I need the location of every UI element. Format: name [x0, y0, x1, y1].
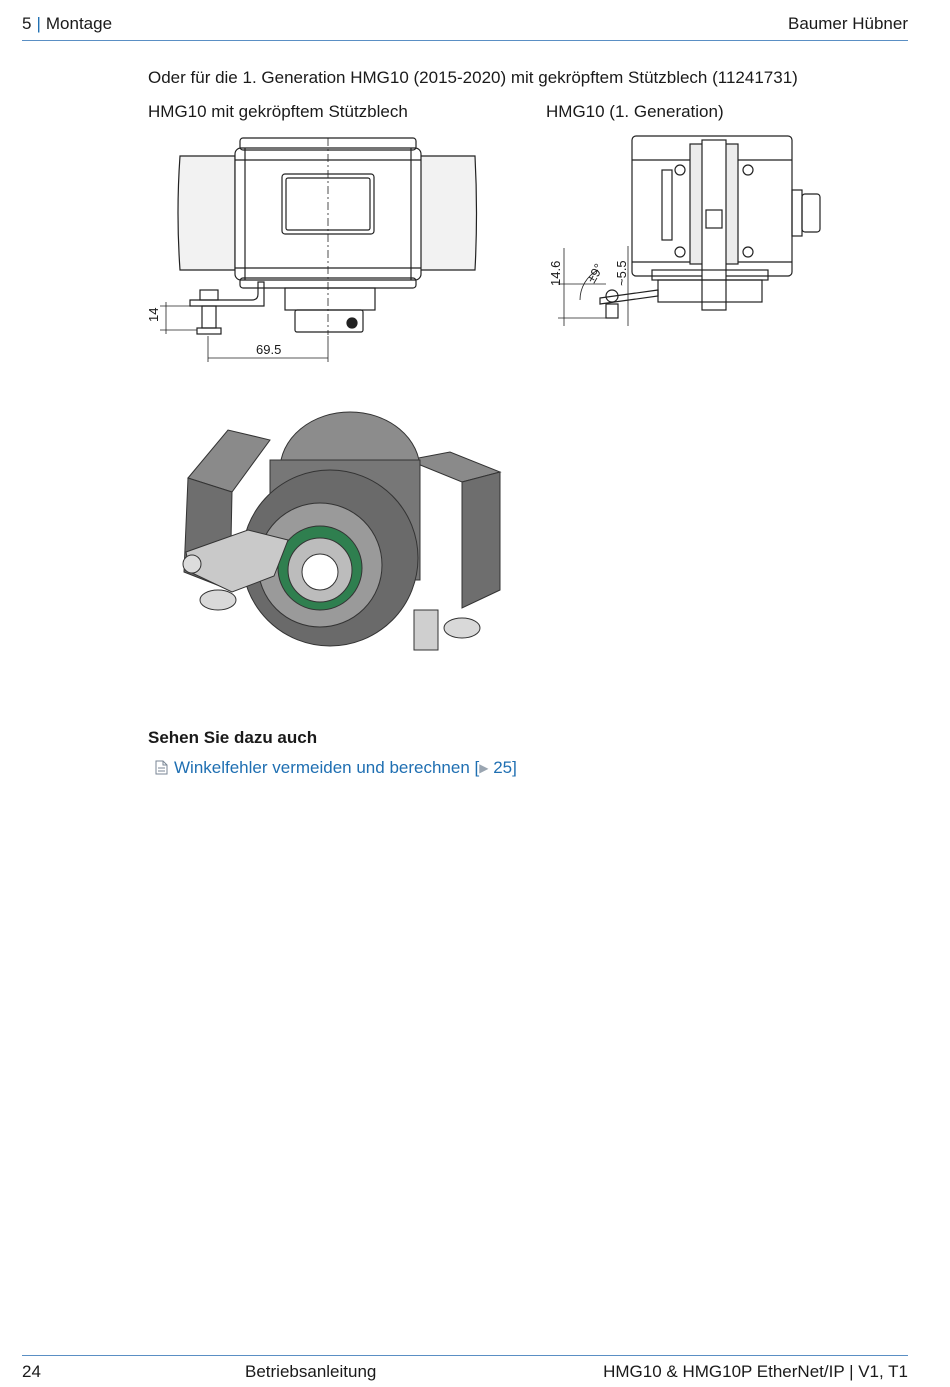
dim-angle-right: ±9°	[583, 261, 607, 286]
intro-text: Oder für die 1. Generation HMG10 (2015-2020) mit gekröpftem Stützblech (11241731)	[148, 68, 798, 87]
see-also-link-page[interactable]: 25]	[488, 758, 517, 777]
page-arrow-icon: ▶	[479, 761, 489, 775]
company-name: Baumer Hübner	[787, 14, 908, 33]
page-number: 24	[22, 1362, 41, 1381]
chapter-number: 5	[22, 14, 32, 33]
caption-left: HMG10 mit gekröpftem Stützblech	[148, 102, 408, 121]
chapter-label	[22, 14, 112, 34]
see-also-link-text[interactable]: Winkelfehler vermeiden und berechnen [	[174, 758, 480, 777]
dim-offset-right: ~5.5	[614, 260, 629, 286]
dim-height-right: 14.6	[548, 260, 563, 286]
drawing-right	[540, 130, 830, 350]
footer-rule	[22, 1355, 908, 1356]
page-header	[22, 12, 908, 40]
chapter-title: Montage	[45, 14, 113, 33]
dim-height-left: 14	[146, 307, 161, 322]
encoder-3d-illustration	[170, 400, 510, 660]
document-icon	[155, 760, 168, 775]
header-separator: |	[36, 14, 41, 33]
header-rule	[22, 40, 908, 41]
drawing-left	[140, 130, 480, 370]
document-type: Betriebsanleitung	[245, 1362, 377, 1381]
product-version: HMG10 & HMG10P EtherNet/IP | V1, T1	[603, 1362, 908, 1381]
see-also-title: Sehen Sie dazu auch	[148, 728, 318, 747]
page-footer	[22, 1362, 908, 1384]
caption-right: HMG10 (1. Generation)	[546, 102, 724, 121]
dim-width-left: 69.5	[256, 342, 282, 357]
see-also-link[interactable]	[155, 758, 517, 778]
